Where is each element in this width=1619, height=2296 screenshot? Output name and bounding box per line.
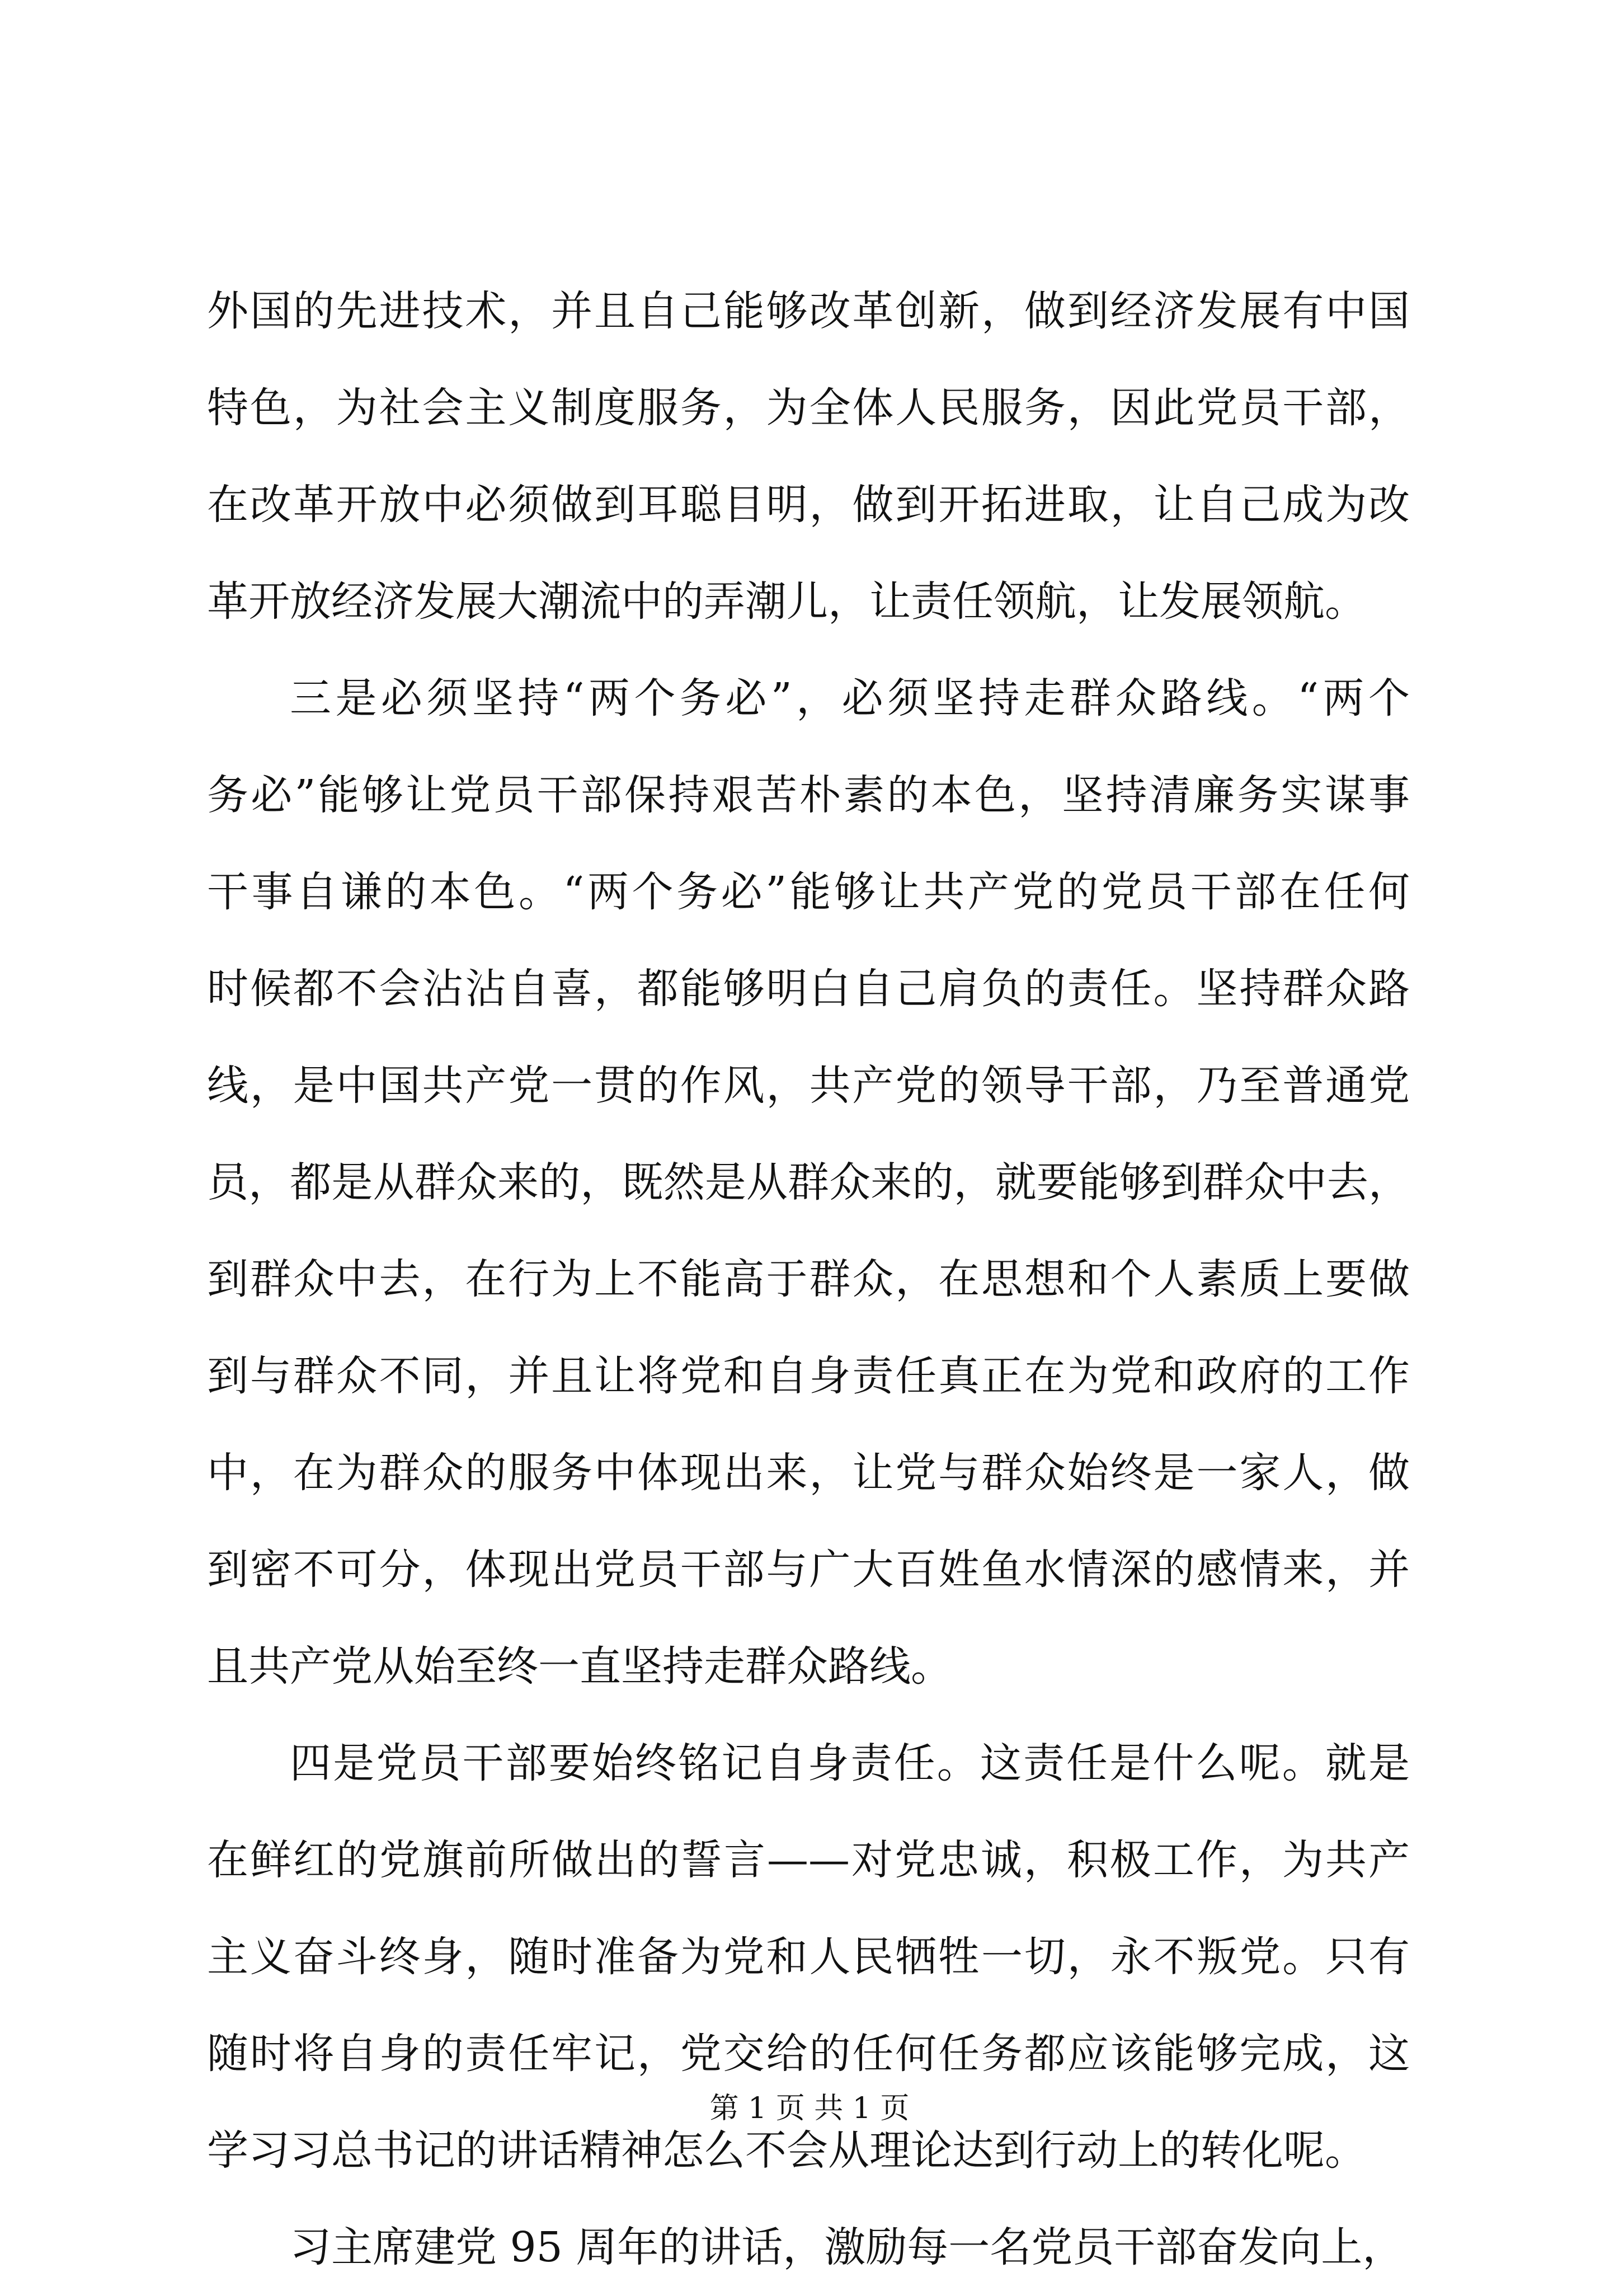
text-line: 中，在为群众的服务中体现出来，让党与群众始终是一家人，做 <box>207 1449 1410 1497</box>
text-line: 在鲜红的党旗前所做出的誓言——对党忠诚，积极工作，为共产 <box>207 1836 1410 1884</box>
document-body <box>207 263 1410 2296</box>
text-line: 干事自谦的本色。“两个务必”能够让共产党的党员干部在任何 <box>207 868 1410 916</box>
text-line: 随时将自身的责任牢记，党交给的任何任务都应该能够完成，这 <box>207 2030 1410 2078</box>
page-footer: 第 1 页 共 1 页 <box>709 2092 910 2125</box>
text-line: 线，是中国共产党一贯的作风，共产党的领导干部，乃至普通党 <box>207 1062 1410 1110</box>
text-line: 到密不可分，体现出党员干部与广大百姓鱼水情深的感情来，并 <box>207 1546 1410 1594</box>
text-line: 且共产党从始至终一直坚持走群众路线。 <box>207 1642 952 1691</box>
text-line: 学习习总书记的讲话精神怎么不会从理论达到行动上的转化呢。 <box>207 2126 1366 2175</box>
text-line: 到群众中去，在行为上不能高于群众，在思想和个人素质上要做 <box>207 1255 1410 1303</box>
text-line: 到与群众不同，并且让将党和自身责任真正在为党和政府的工作 <box>207 1352 1410 1400</box>
text-line: 三是必须坚持“两个务必”，必须坚持走群众路线。“两个 <box>290 674 1410 722</box>
text-line: 务必”能够让党员干部保持艰苦朴素的本色，坚持清廉务实谋事 <box>207 771 1410 819</box>
text-line: 特色，为社会主义制度服务，为全体人民服务，因此党员干部， <box>207 384 1410 432</box>
text-line: 四是党员干部要始终铭记自身责任。这责任是什么呢。就是 <box>290 1739 1410 1787</box>
text-line: 外国的先进技术，并且自己能够改革创新，做到经济发展有中国 <box>207 287 1410 335</box>
text-line: 主义奋斗终身，随时准备为党和人民牺牲一切，永不叛党。只有 <box>207 1933 1410 1981</box>
text-line: 在改革开放中必须做到耳聪目明，做到开拓进取，让自己成为改 <box>207 481 1410 529</box>
text-line: 习主席建党 95 周年的讲话，激励每一名党员干部奋发向上， <box>290 2223 1404 2271</box>
text-line: 革开放经济发展大潮流中的弄潮儿，让责任领航，让发展领航。 <box>207 577 1366 626</box>
text-line: 时候都不会沾沾自喜，都能够明白自己肩负的责任。坚持群众路 <box>207 965 1410 1013</box>
text-line: 员，都是从群众来的，既然是从群众来的，就要能够到群众中去， <box>207 1158 1410 1206</box>
